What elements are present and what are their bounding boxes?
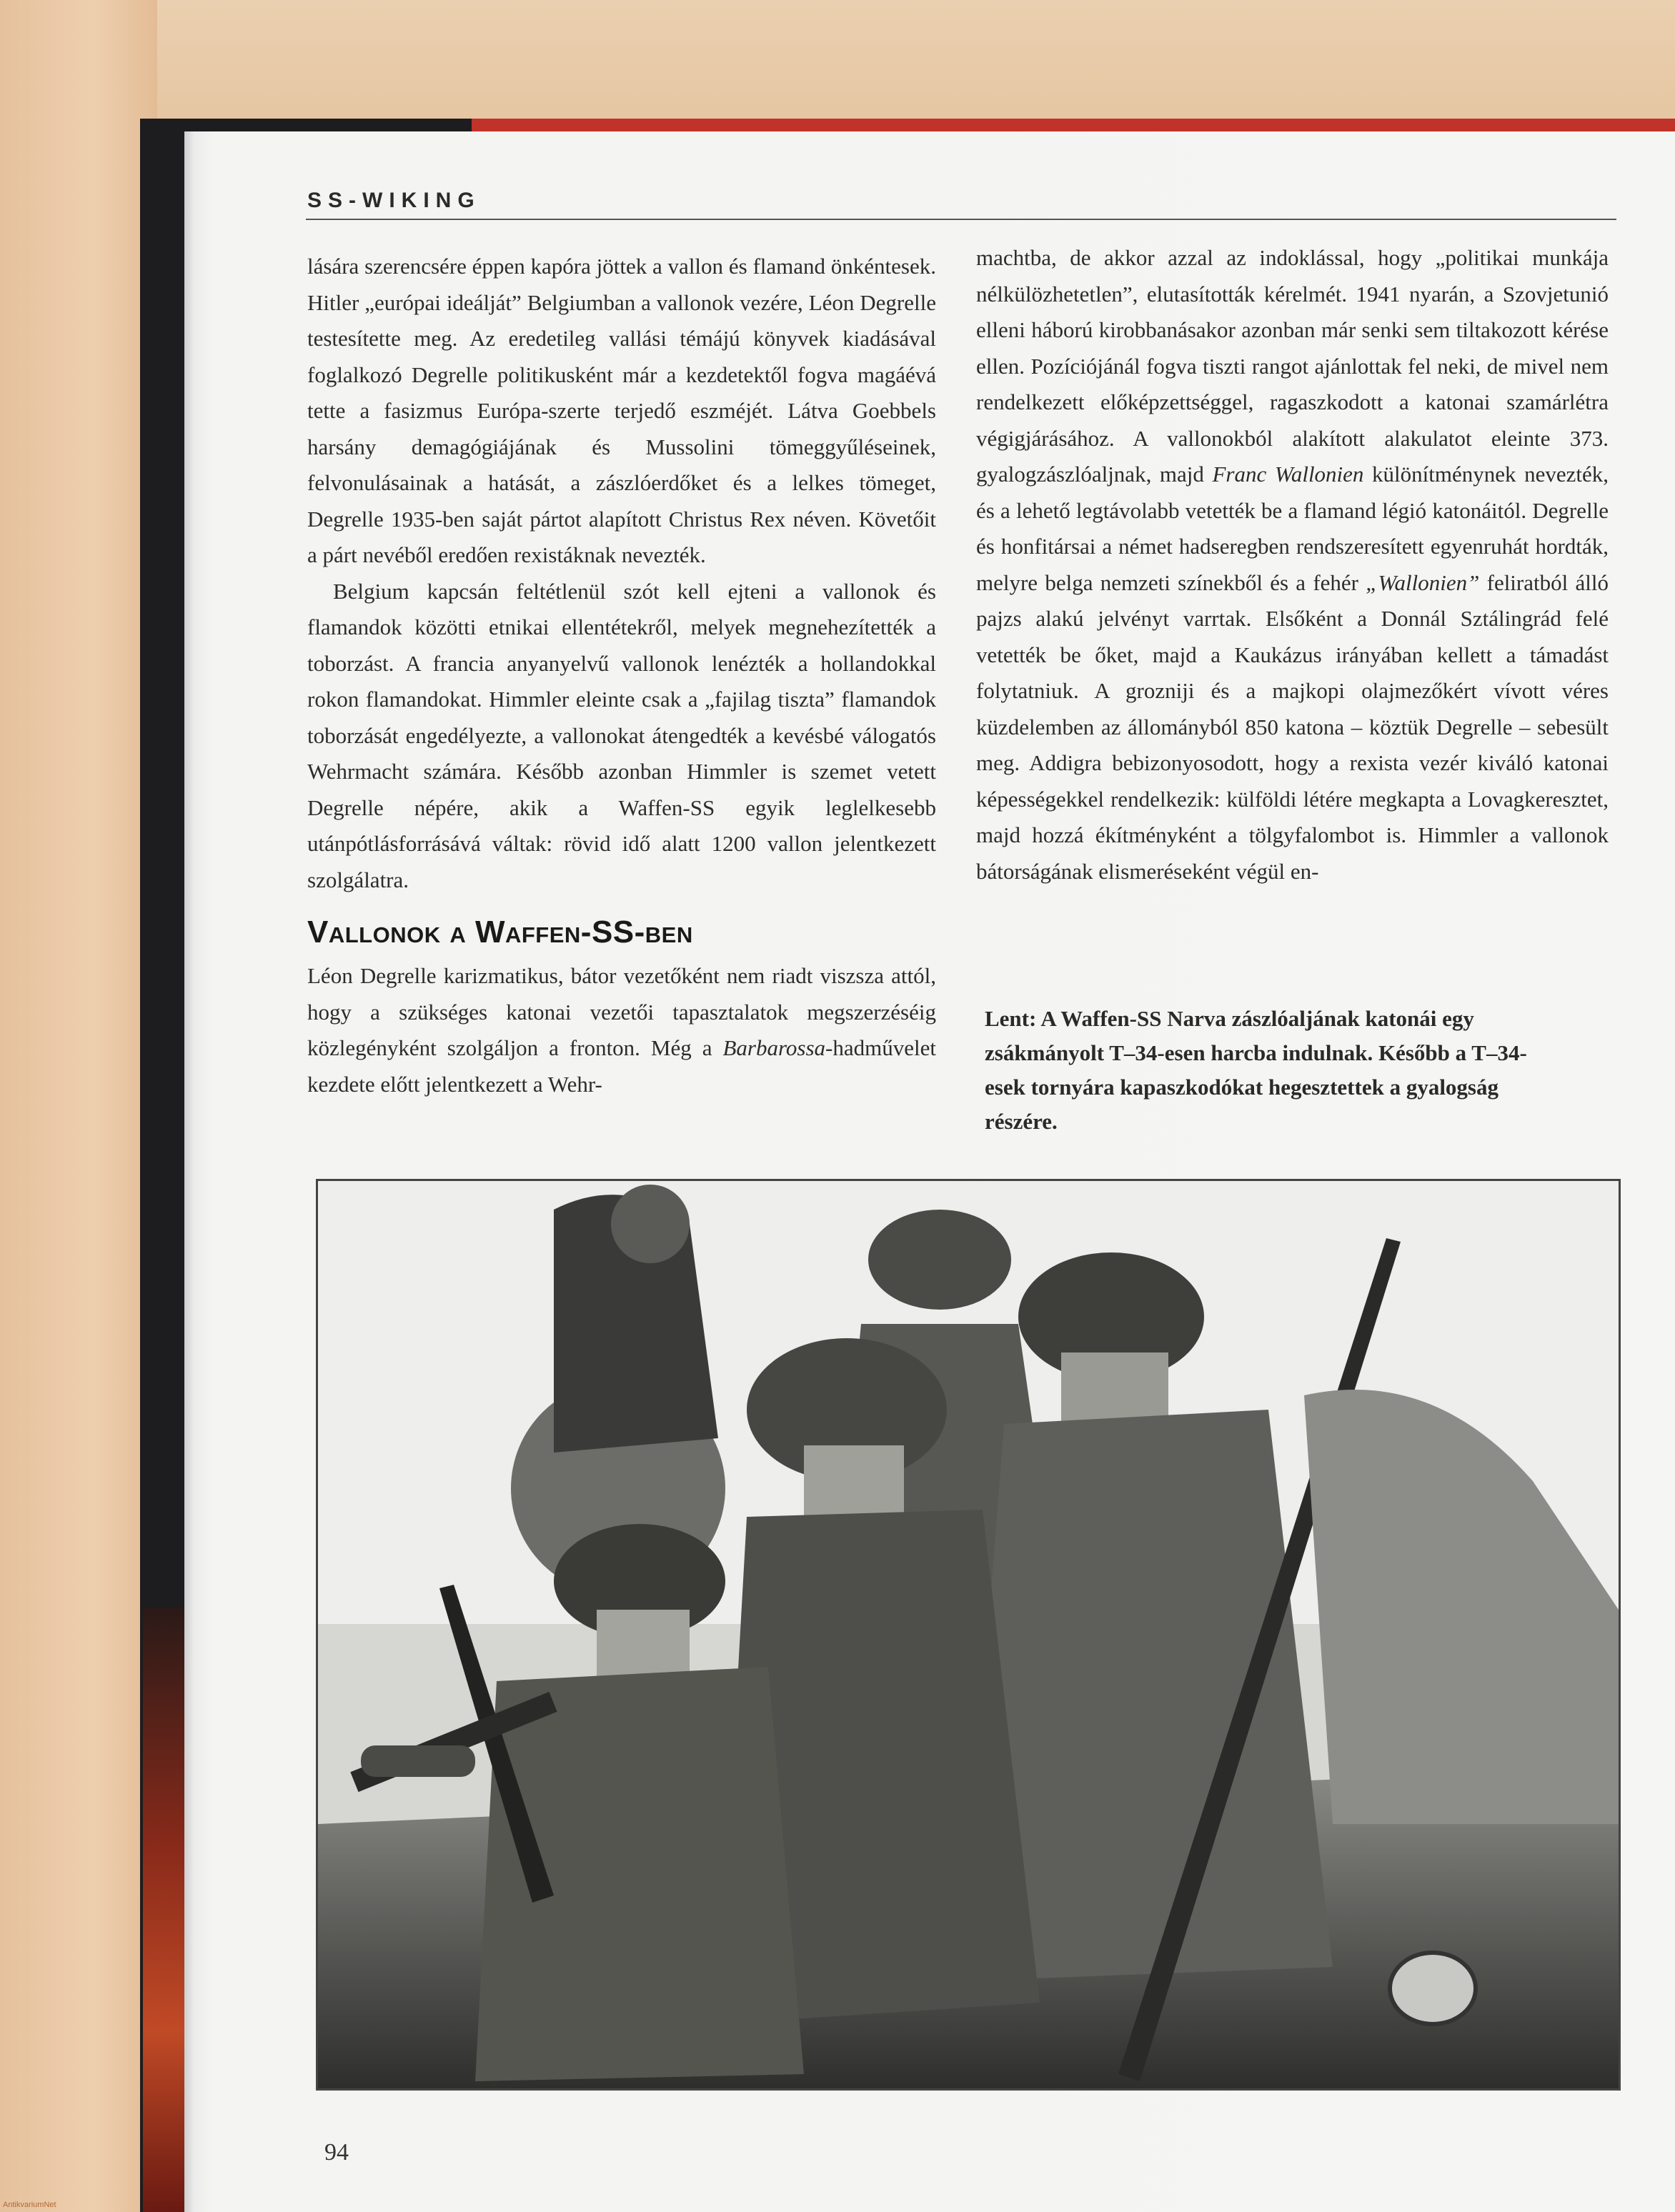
photo-caption: Lent: A Waffen-SS Narva zászlóaljának katonái egy zsákmányolt T–34-esen harcba indulnak. Később a T–34-esek tornyára kapaszkodókat hegesztettek a gyalogság részére. (985, 1006, 1527, 1134)
left-paragraph-3 (307, 958, 936, 1102)
table-background-left (0, 0, 157, 2212)
rp1-text-start: machtba, de akkor azzal az indoklással, hogy „politikai munkája nélkülözhetetlen”, elutasították kérelmét. 1941 nyarán, a Szovjetunió elleni háború kirobbanásakor azonban már senki sem tiltakozott kérése ellen. Pozíciójánál fogva tiszti rangot ajánlottak fel neki, de mivel nem rendelkezett előképzettséggel, ragaszkodott a katonai szamárlétra végigjárásához. A vallonokból alakított alakulatot eleinte 373. gyalogzászlóaljnak, majd (976, 245, 1609, 487)
rp1-italic-badge: „Wallonien” (1366, 569, 1480, 595)
p3-text-end: -hadművelet kezdete előtt jelentkezett a Wehr- (307, 1035, 936, 1097)
rp1-text-end: feliratból álló pajzs alakú jelvényt varrtak. Elsőként a Donnál Sztálingrád felé vetették be őket, majd a Kaukázus irányában kellett a támadást folytatniuk. A grozniji és a majkopi olajmezőkért vívott véres küzdelemben az állományból 850 katona – köztük Degrelle – sebesült meg. Addigra bebizonyosodott, hogy a rexista vezér kiváló katonai képességekkel rendelkezik: külföldi létére megkapta a Lovagkeresztet, majd hozzá ékítményként a tölgyfalombot is. Himmler a vallonok bátorságának elismeréseként végül en- (976, 569, 1609, 884)
running-head-rule (306, 219, 1616, 220)
rp1-italic-unit: Franc Wallonien (1212, 462, 1364, 487)
soldiers-photo (316, 1179, 1621, 2091)
table-background-top (0, 0, 1675, 121)
p3-italic-term: Barbarossa (722, 1035, 826, 1060)
right-paragraph-1 (976, 240, 1609, 890)
cover-spine-flame (143, 1608, 186, 2212)
right-text-column (976, 240, 1609, 890)
left-paragraph-1: lására szerencsére éppen kapóra jöttek a vallon és flamand önkéntesek. Hitler „európai ideálját” Belgiumban a vallonok vezére, Léon Degrelle testesítette meg. Az eredetileg vallási témájú könyvek kiadásával foglalkozó Degrelle politikusként már a kezdetektől fogva magáévá tette a fasizmus Európa-szerte terjedő eszméjét. Látva Goebbels harsány demagógiájának és Mussolini tömeggyűléseinek, felvonulásainak a hatását, a zászlóerdőket és a lelkes tömeget, Degrelle 1935-ben saját pártot alapított Christus Rex néven. Követőit a párt nevéből eredően rexistáknak nevezték. (307, 254, 936, 567)
section-subheading: Vallonok a Waffen-SS-ben (307, 915, 693, 950)
running-head: SS-WIKING (307, 189, 481, 212)
cover-red-stripe (472, 119, 1675, 131)
left-paragraph-2: Belgium kapcsán feltétlenül szót kell ejteni a vallonok és flamandok közötti etnikai ellentétekről, melyek megnehezítették a toborzást. A francia anyanyelvű vallonok lenézték a hollandokkal rokon flamandokat. Himmler eleinte csak a „fajilag tiszta” flamandok toborzását engedélyezte, a vallonokat átengedték a kevésbé válogatós Wehrmacht számára. Később azonban Himmler is szemet vetett Degrelle népére, akik a Waffen-SS egyik leglelkesebb utánpótlásforrásává váltak: rövid idő alatt 1200 vallon jelentkezett szolgálatra. (307, 578, 936, 892)
p3-text-start: Léon Degrelle karizmatikus, bátor vezetőként nem riadt viszsza attól, hogy a szükséges katonai vezetői tapasztalatok megszerzéséig közlegényként szolgáljon a fronton. Még a (307, 963, 936, 1060)
page-number: 94 (324, 2139, 349, 2166)
soldiers-photo-illustration (318, 1181, 1619, 2088)
watermark-text: AntikvariumNet (3, 2201, 56, 2209)
left-text-column (307, 249, 936, 1102)
rp1-text-middle: különítménynek nevezték, és a lehető legtávolabb vetették be a flamand légió katonáitól. Degrelle és honfitársai a német hadseregben rendszeresített egyenruhát hordták, melyre belga nemzeti színekből és a fehér (976, 462, 1609, 595)
